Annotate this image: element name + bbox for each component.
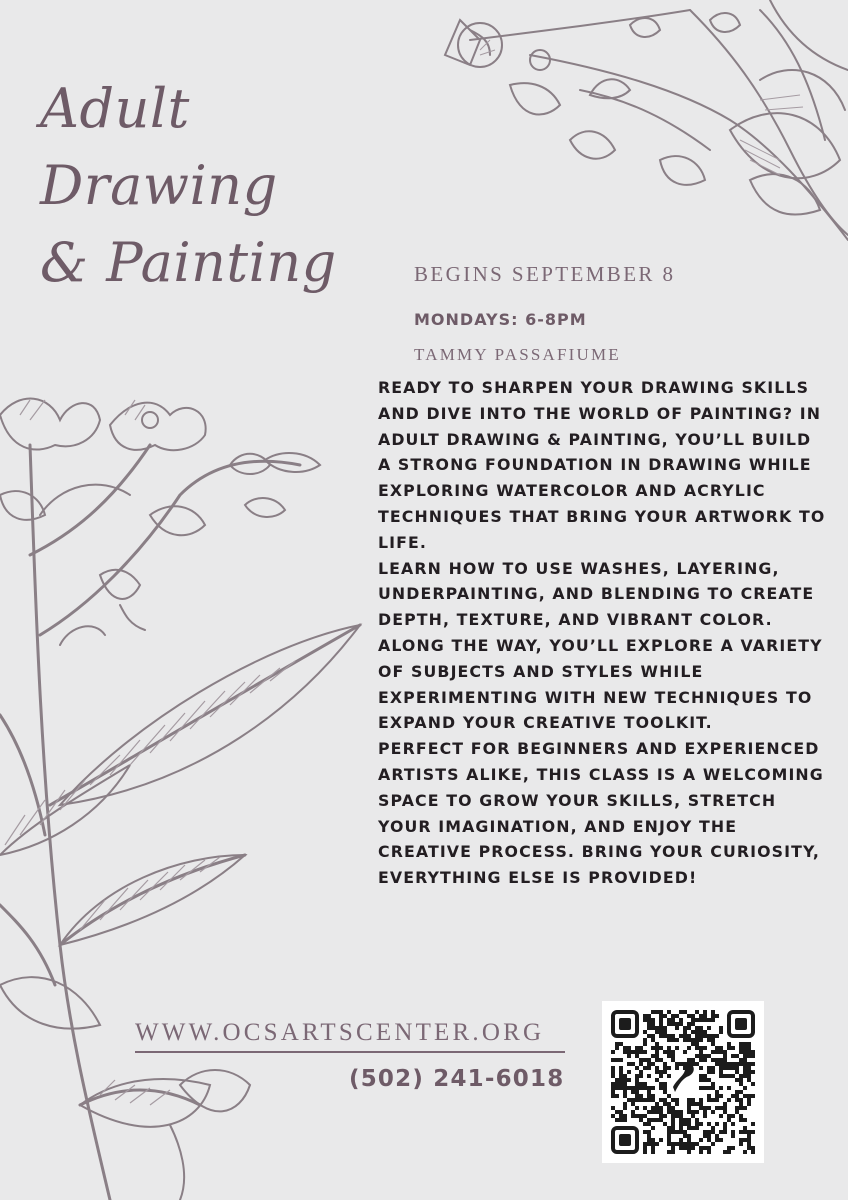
description-paragraph-1: READY TO SHARPEN YOUR DRAWING SKILLS AND DIVE INTO THE WORLD OF PAINTING? IN ADULT DRAWING & PAINTING, YOU’LL BUILD A STRONG FOUNDATION IN DRAWING WHILE EXPLORING WATERCOLOR AND ACRYLIC TECHNIQUES THAT BRING YOUR ARTWORK TO LIFE. — [378, 378, 826, 552]
description-paragraph-3: PERFECT FOR BEGINNERS AND EXPERIENCED ARTISTS ALIKE, THIS CLASS IS A WELCOMING SPACE TO GROW YOUR SKILLS, STRETCH YOUR IMAGINATION, AND ENJOY THE CREATIVE PROCESS. BRING YOUR CURIOSITY, EVERYTHING ELSE IS PROVIDED! — [378, 739, 824, 888]
title-line-1: Adult — [40, 77, 190, 140]
class-description — [378, 375, 828, 891]
title-line-3: & Painting — [40, 231, 337, 294]
description-paragraph-2: LEARN HOW TO USE WASHES, LAYERING, UNDERPAINTING, AND BLENDING TO CREATE DEPTH, TEXTURE, AND VIBRANT COLOR. ALONG THE WAY, YOU’LL EXPLORE A VARIETY OF SUBJECTS AND STYLES WHILE EXPERIMENTING WITH NEW TECHNIQUES TO EXPAND YOUR CREATIVE TOOLKIT. — [378, 558, 823, 733]
title-line-2: Drawing — [40, 154, 278, 217]
instructor-name: TAMMY PASSAFIUME — [414, 345, 621, 364]
page-title — [40, 70, 400, 301]
phone-number[interactable]: (502) 241-6018 — [349, 1066, 565, 1092]
qr-code-icon[interactable] — [602, 1001, 764, 1163]
botanical-left-illustration — [0, 385, 370, 1200]
website-link[interactable]: WWW.OCSARTSCENTER.ORG — [135, 1019, 565, 1053]
class-schedule: MONDAYS: 6-8PM — [414, 310, 587, 329]
start-date: BEGINS SEPTEMBER 8 — [414, 262, 676, 286]
botanical-top-right-illustration — [430, 0, 848, 250]
